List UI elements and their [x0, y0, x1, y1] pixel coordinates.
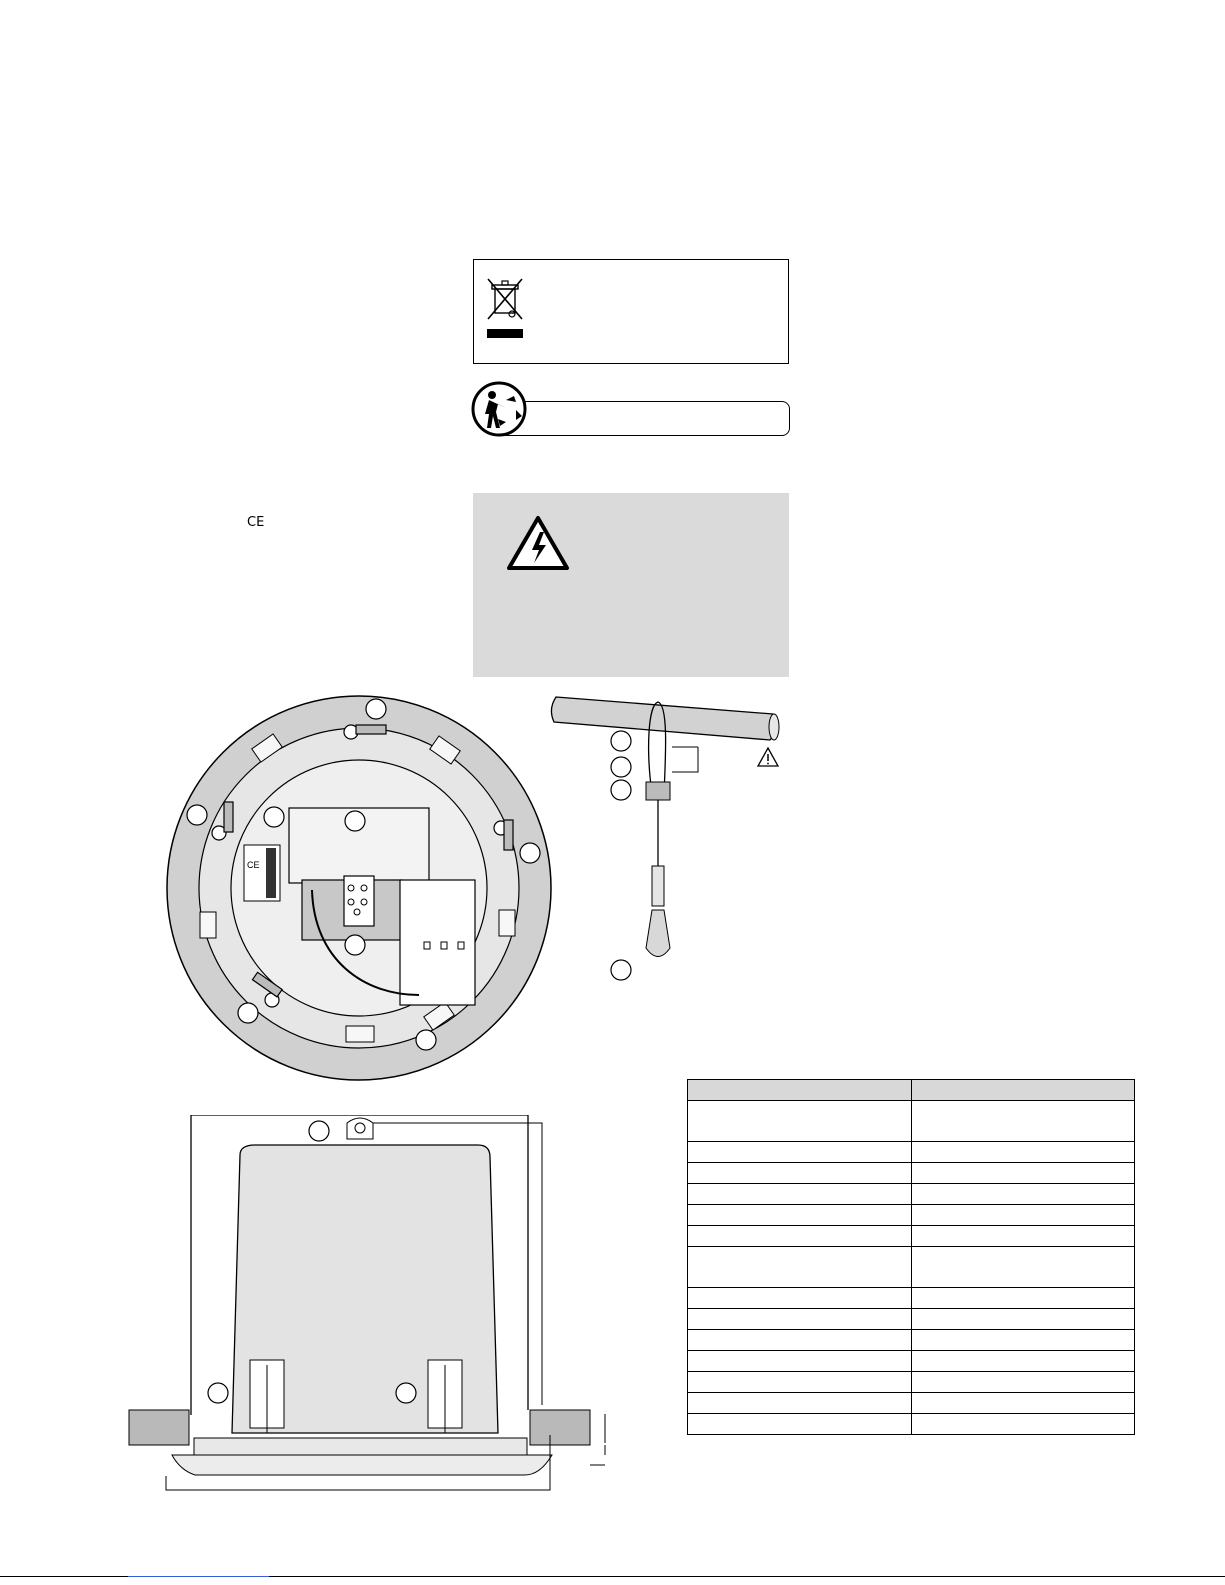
- table-row: [688, 1205, 1135, 1226]
- table-header-cell: [911, 1080, 1135, 1101]
- table-row: [688, 1142, 1135, 1163]
- speaker-rear-view-diagram: [164, 690, 554, 1090]
- specifications-table: [687, 1079, 1135, 1435]
- table-row: [688, 1163, 1135, 1184]
- ce-mark: CE: [247, 515, 265, 530]
- table-row: [688, 1101, 1135, 1142]
- crossed-out-wheelie-bin-icon: [484, 277, 526, 339]
- table-row: [688, 1351, 1135, 1372]
- table-header-row: [688, 1080, 1135, 1101]
- table-row: [688, 1184, 1135, 1205]
- device-label-text: CE: [247, 860, 260, 870]
- table-row: [688, 1226, 1135, 1247]
- table-row: [688, 1330, 1135, 1351]
- weee-notice-box: [473, 259, 789, 364]
- triman-recycling-icon: [470, 380, 530, 440]
- table-row: [688, 1288, 1135, 1309]
- lightning-warning-triangle-icon: [506, 515, 570, 571]
- table-row: [688, 1372, 1135, 1393]
- table-row: [688, 1309, 1135, 1330]
- table-header-cell: [688, 1080, 912, 1101]
- speaker-side-view-diagram: [120, 1115, 620, 1515]
- exclamation-warning-triangle-icon: [758, 748, 778, 766]
- table-row: [688, 1247, 1135, 1288]
- safety-cable-diagram: [548, 690, 793, 1000]
- triman-label: [488, 401, 790, 436]
- electrical-warning-panel: [473, 493, 789, 677]
- footer-link[interactable]: [128, 1576, 269, 1577]
- table-row: [688, 1414, 1135, 1435]
- table-row: [688, 1393, 1135, 1414]
